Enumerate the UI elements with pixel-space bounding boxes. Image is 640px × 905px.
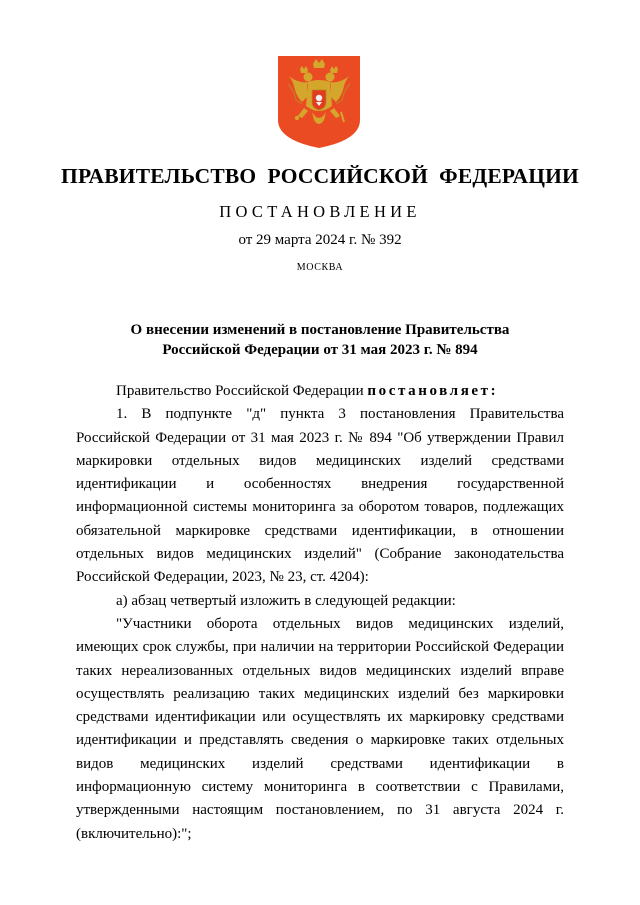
decree-heading: ПОСТАНОВЛЕНИЕ [219,202,421,221]
intro-prefix: Правительство Российской Федерации [116,383,368,399]
subject-line-2: Российской Федерации от 31 мая 2023 г. № 894 [162,342,478,358]
quoted-paragraph: "Участники оборота отдельных видов медицинских изделий, имеющих срок службы, при наличии на территории Российской Федерации таких нереализованных отдельных видов медицинских изделий вправе осуществлять реализацию таких медицинских изделий без маркировки средствами идентификации или осуществлять их маркировку средствами идентификации и представлять сведения о маркировке таких отдельных видов медицинских изделий средствами идентификации в информационную систему мониторинга в соответствии с Правилами, утвержденными настоящим постановлением, по 31 августа 2024 г. (включительно):"; [76,615,564,842]
subitem-a-paragraph: а) абзац четвертый изложить в следующей редакции: [116,592,456,609]
document-subject [0,320,640,360]
decree-date-number: от 29 марта 2024 г. № 392 [238,232,402,248]
document-body [76,380,564,846]
city-label: МОСКВА [296,262,344,273]
item-1-paragraph: 1. В подпункте "д" пункта 3 постановления Правительства Российской Федерации от 31 мая 2023 г. № 894 "Об утверждении Правил маркировки отдельных видов медицинских изделий средствами идентификации и особенностях внедрения государственной информационной системы мониторинга за оборотом товаров, подлежащих обязательной маркировке средствами идентификации, в отношении отдельных видов медицинских изделий" (Собрание законодательства Российской Федерации, 2023, № 23, ст. 4204): [76,406,564,586]
subject-line-1: О внесении изменений в постановление Правительства [130,322,510,338]
government-title: ПРАВИТЕЛЬСТВО РОССИЙСКОЙ ФЕДЕРАЦИИ [61,164,579,188]
intro-verb: постановляет: [367,383,499,399]
coat-of-arms-icon [278,56,360,148]
intro-paragraph [76,380,564,403]
